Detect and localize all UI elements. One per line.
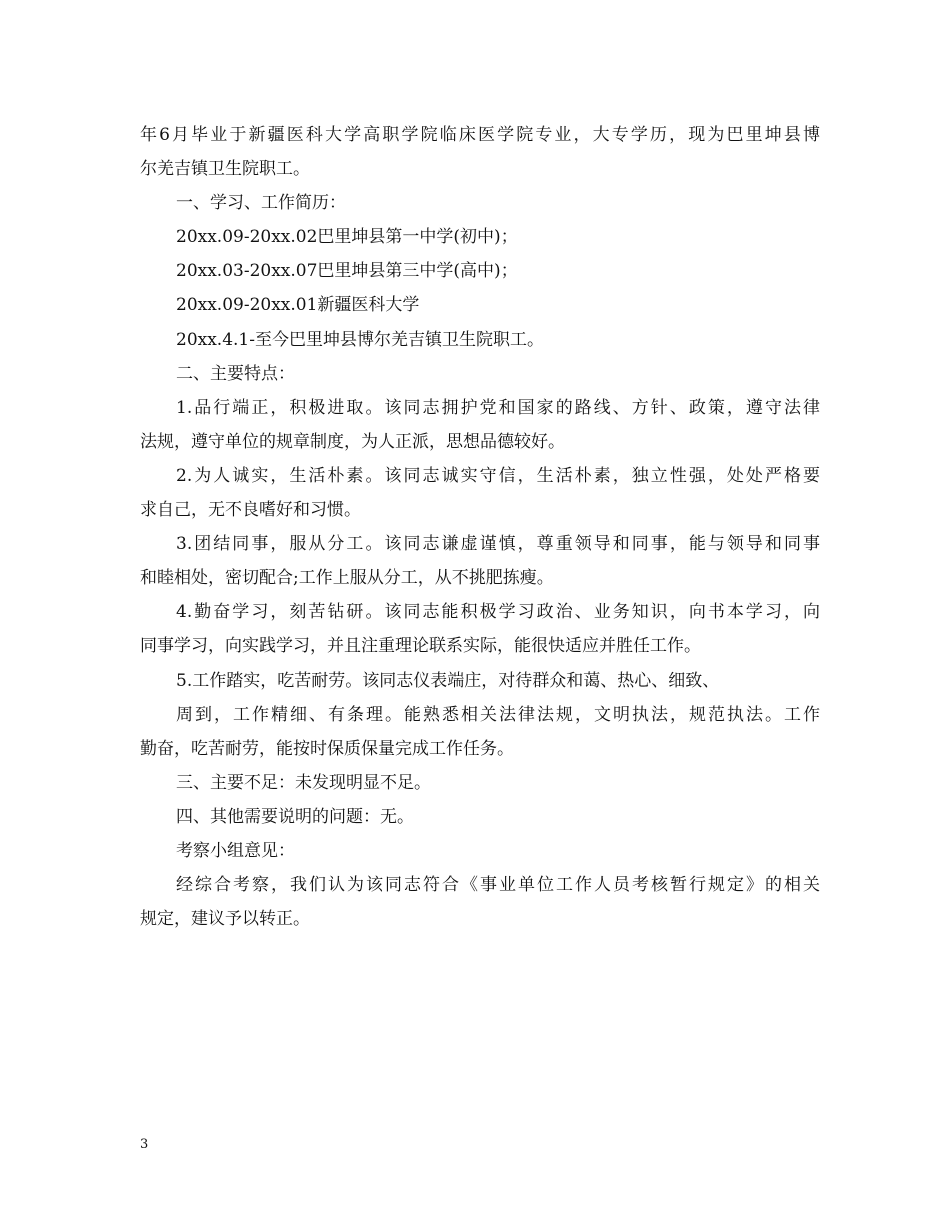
feature-4-line-1: 4.勤奋学习，刻苦钻研。该同志能积极学习政治、业务知识，向书本学习，向	[176, 602, 820, 623]
conclusion-line-1: 经综合考察，我们认为该同志符合《事业单位工作人员考核暂行规定》的相关	[176, 875, 820, 896]
resume-entry-4: 20xx.4.1-至今巴里坤县博尔羌吉镇卫生院职工。	[176, 329, 544, 350]
feature-4-line-2: 同事学习，向实践学习，并且注重理论联系实际，能很快适应并胜任工作。	[140, 636, 701, 657]
section-heading-panel-opinion: 考察小组意见：	[176, 840, 295, 861]
conclusion-line-2: 规定，建议予以转正。	[140, 909, 310, 930]
feature-1-line-2: 法规，遵守单位的规章制度，为人正派，思想品德较好。	[140, 431, 565, 452]
feature-5-line-1: 5.工作踏实，吃苦耐劳。该同志仪表端庄，对待群众和蔼、热心、细致、	[176, 670, 720, 691]
feature-5-line-3: 勤奋，吃苦耐劳，能按时保质保量完成工作任务。	[140, 738, 514, 759]
resume-entry-1: 20xx.09-20xx.02巴里坤县第一中学(初中)；	[176, 227, 518, 248]
feature-3-line-2: 和睦相处，密切配合;工作上服从分工，从不挑肥拣瘦。	[140, 568, 554, 589]
section-heading-other-issues: 四、其他需要说明的问题：无。	[176, 806, 414, 827]
section-heading-features: 二、主要特点：	[176, 363, 295, 384]
document-body	[140, 118, 820, 936]
feature-5-line-2: 周到，工作精细、有条理。能熟悉相关法律法规，文明执法，规范执法。工作	[176, 704, 820, 725]
page-number: 3	[140, 1137, 149, 1152]
feature-2-line-1: 2.为人诚实，生活朴素。该同志诚实守信，生活朴素，独立性强，处处严格要	[176, 465, 820, 486]
feature-1-line-1: 1.品行端正，积极进取。该同志拥护党和国家的路线、方针、政策，遵守法律	[176, 397, 820, 418]
resume-entry-3: 20xx.09-20xx.01新疆医科大学	[176, 295, 420, 316]
feature-3-line-1: 3.团结同事，服从分工。该同志谦虚谨慎，尊重领导和同事，能与领导和同事	[176, 534, 820, 555]
section-heading-resume: 一、学习、工作简历：	[176, 193, 346, 214]
resume-entry-2: 20xx.03-20xx.07巴里坤县第三中学(高中)；	[176, 261, 518, 282]
paragraph-intro-line-1: 年6月毕业于新疆医科大学高职学院临床医学院专业，大专学历，现为巴里坤县博	[140, 125, 820, 145]
feature-2-line-2: 求自己，无不良嗜好和习惯。	[140, 500, 361, 521]
section-heading-shortcomings: 三、主要不足：未发现明显不足。	[176, 772, 431, 793]
paragraph-intro-line-2: 尔羌吉镇卫生院职工。	[140, 159, 310, 180]
